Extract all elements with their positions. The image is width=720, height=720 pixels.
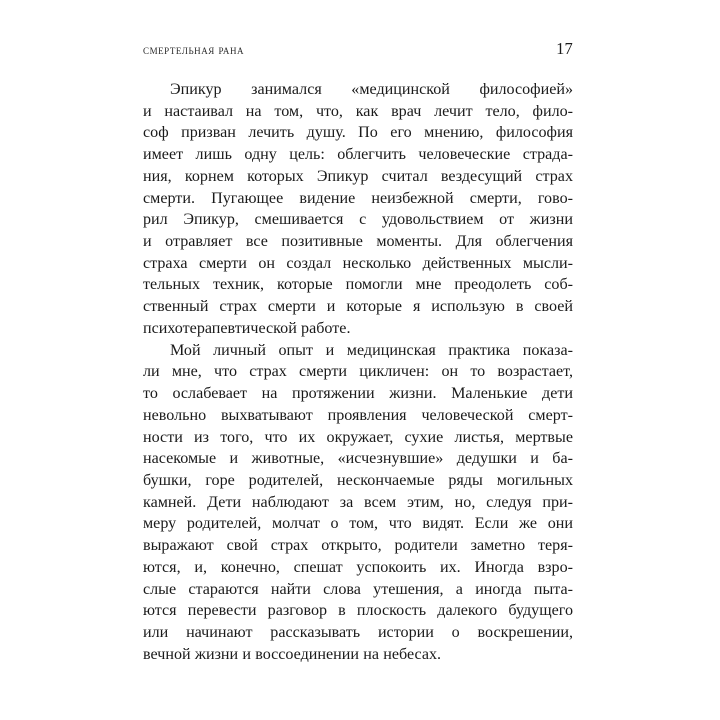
text-line: выражают свой страх открыто, родители заметно теря- (143, 537, 573, 555)
text-line: смерти. Пугающее видение неизбежной смерти, гово- (143, 189, 573, 207)
text-line: ются перевести разговор в плоскость далекого будущего (143, 602, 573, 620)
body-text-block (143, 79, 573, 665)
text-line: камней. Дети наблюдают за всем этим, но, следуя при- (143, 493, 573, 511)
text-line: психотерапевтической работе. (143, 319, 351, 337)
text-line: ности из того, что их окружает, сухие листья, мертвые (143, 428, 573, 446)
text-line: слые стараются найти слова утешения, а иногда пыта- (143, 580, 573, 598)
text-line: страха смерти он создал несколько действенных мысли- (143, 254, 573, 272)
text-line: ли мне, что страх смерти цикличен: он то возрастает, (143, 363, 573, 381)
running-head (143, 41, 573, 59)
text-line-content: Эпикур занимался «медицинской философией» (170, 81, 573, 98)
text-line: или начинают рассказывать истории о воскрешении, (143, 623, 573, 641)
text-line: ются, и, конечно, спешат успокоить их. Иногда взро- (143, 558, 573, 576)
text-line: рил Эпикур, смешивается с удовольствием от жизни (143, 211, 573, 229)
text-line: и отравляет все позитивные моменты. Для облегчения (143, 233, 573, 251)
text-line: ния, корнем которых Эпикур считал вездесущий страх (143, 167, 573, 185)
text-line-content: Мой личный опыт и медицинская практика показа- (170, 341, 573, 359)
text-line (143, 79, 573, 101)
page-number: 17 (556, 39, 573, 58)
text-line: насекомые и животные, «исчезнувшие» дедушки и ба- (143, 450, 573, 468)
text-line: вечной жизни и воссоединении на небесах. (143, 645, 442, 663)
text-line: то ослабевает на протяжении жизни. Маленькие дети (143, 385, 573, 403)
text-line: и настаивал на том, что, как врач лечит тело, фило- (143, 102, 573, 120)
text-line (143, 340, 573, 362)
text-line: ственный страх смерти и которые я использую в своей (143, 298, 573, 316)
paragraph (143, 340, 573, 666)
text-line: тельных техник, которые помогли мне преодолеть соб- (143, 276, 573, 294)
text-line: меру родителей, молчат о том, что видят. Если же они (143, 515, 573, 533)
text-line: бушки, горе родителей, нескончаемые ряды могильных (143, 471, 573, 489)
running-head-title: смертельная рана (143, 43, 245, 57)
paragraph (143, 79, 573, 340)
text-line: имеет лишь одну цель: облегчить человеческие страда- (143, 146, 573, 164)
text-line: невольно выхватывают проявления человеческой смерт- (143, 406, 573, 424)
text-line: соф призван лечить душу. По его мнению, философия (143, 124, 573, 142)
